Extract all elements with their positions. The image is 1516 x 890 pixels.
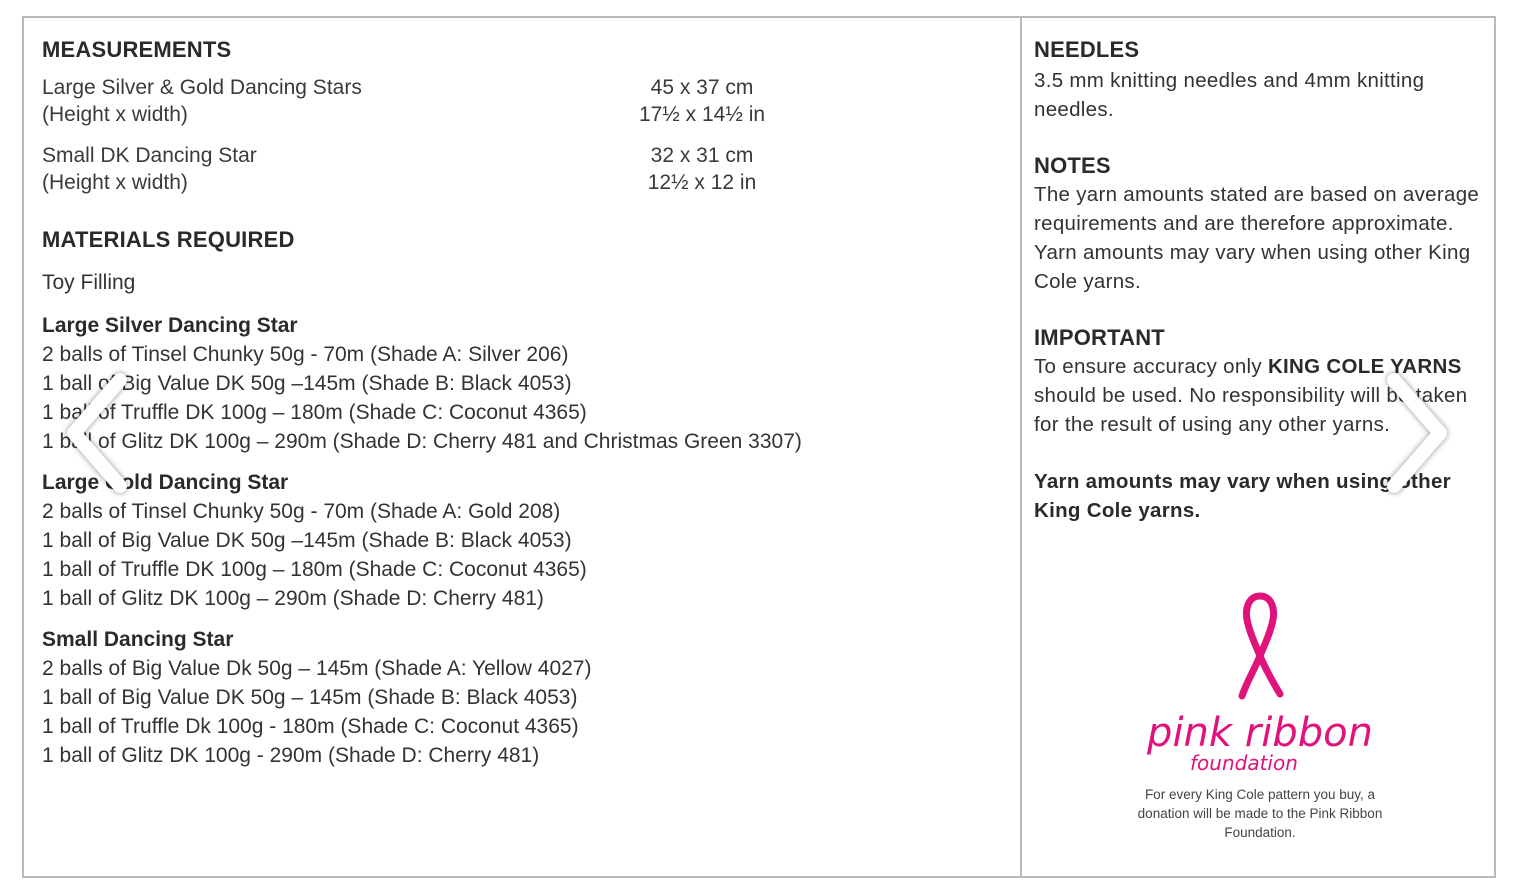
toy-filling: Toy Filling: [42, 271, 136, 294]
left-column: [42, 36, 1002, 782]
brand-name: KING COLE YARNS: [1267, 355, 1462, 378]
ribbon-icon: [1230, 590, 1290, 700]
material-line: 1 ball of Big Value DK 50g –145m (Shade B: Black 4053): [42, 529, 572, 552]
material-group: [42, 468, 1002, 613]
measurement-sublabel: (Height x width): [42, 103, 188, 126]
column-divider: [1020, 16, 1022, 878]
next-button[interactable]: [1372, 368, 1462, 498]
important-heading: IMPORTANT: [1034, 325, 1165, 350]
materials-heading: MATERIALS REQUIRED: [42, 227, 295, 252]
material-group: [42, 625, 1002, 770]
material-line: 1 ball of Truffle Dk 100g - 180m (Shade C: Coconut 4365): [42, 715, 579, 738]
material-line: 2 balls of Big Value Dk 50g – 145m (Shade A: Yellow 4027): [42, 657, 592, 680]
measurement-in: 12½ x 12 in: [647, 171, 757, 194]
measurement-row: [42, 142, 1002, 196]
chevron-right-icon: [1372, 368, 1462, 498]
yarn-note: Yarn amounts may vary when using other King Cole yarns.: [1034, 470, 1451, 522]
notes-heading: NOTES: [1034, 153, 1111, 178]
material-line: 2 balls of Tinsel Chunky 50g - 70m (Shade A: Silver 206): [42, 343, 569, 366]
measurement-in: 17½ x 14½ in: [638, 103, 766, 126]
donation-note: For every King Cole pattern you buy, a donation will be made to the Pink Ribbon Foundation.: [1137, 787, 1383, 840]
chevron-left-icon: [52, 368, 142, 498]
material-line: 1 ball of Glitz DK 100g – 290m (Shade D: Cherry 481 and Christmas Green 3307): [42, 430, 802, 453]
material-line: 2 balls of Tinsel Chunky 50g - 70m (Shade A: Gold 208): [42, 500, 561, 523]
measurement-sublabel: (Height x width): [42, 171, 188, 194]
material-line: 1 ball of Glitz DK 100g - 290m (Shade D: Cherry 481): [42, 744, 540, 767]
logo-name: pink ribbon: [1147, 710, 1373, 756]
material-line: 1 ball of Glitz DK 100g – 290m (Shade D: Cherry 481): [42, 587, 544, 610]
important-text: To ensure accuracy only KING COLE YARNS should be used. No responsibility will be taken for the result of using any other yarns.: [1034, 355, 1468, 436]
material-line: 1 ball of Truffle DK 100g – 180m (Shade C: Coconut 4365): [42, 558, 587, 581]
measurement-label: Large Silver & Gold Dancing Stars: [42, 76, 362, 99]
measurement-label: Small DK Dancing Star: [42, 144, 257, 167]
measurement-cm: 32 x 31 cm: [650, 144, 754, 167]
measurement-row: [42, 74, 1002, 128]
material-line: 1 ball of Big Value DK 50g –145m (Shade B: Black 4053): [42, 372, 572, 395]
needles-text: 3.5 mm knitting needles and 4mm knitting needles.: [1034, 69, 1425, 121]
logo-sub: foundation: [1190, 751, 1298, 775]
needles-heading: NEEDLES: [1034, 37, 1140, 62]
material-group-title: Large Silver Dancing Star: [42, 314, 298, 337]
material-line: 1 ball of Truffle DK 100g – 180m (Shade C: Coconut 4365): [42, 401, 587, 424]
measurement-cm: 45 x 37 cm: [650, 76, 754, 99]
material-group-title: Small Dancing Star: [42, 628, 234, 651]
pink-ribbon-logo: [1120, 590, 1400, 842]
material-group: [42, 311, 1002, 456]
measurements-heading: MEASUREMENTS: [42, 37, 232, 62]
material-group-title: Large Gold Dancing Star: [42, 471, 289, 494]
material-line: 1 ball of Big Value DK 50g – 145m (Shade B: Black 4053): [42, 686, 578, 709]
prev-button[interactable]: [52, 368, 142, 498]
notes-text: The yarn amounts stated are based on average requirements and are therefore approximate. Yarn amounts may vary when using other King Cole yarns.: [1034, 183, 1480, 293]
